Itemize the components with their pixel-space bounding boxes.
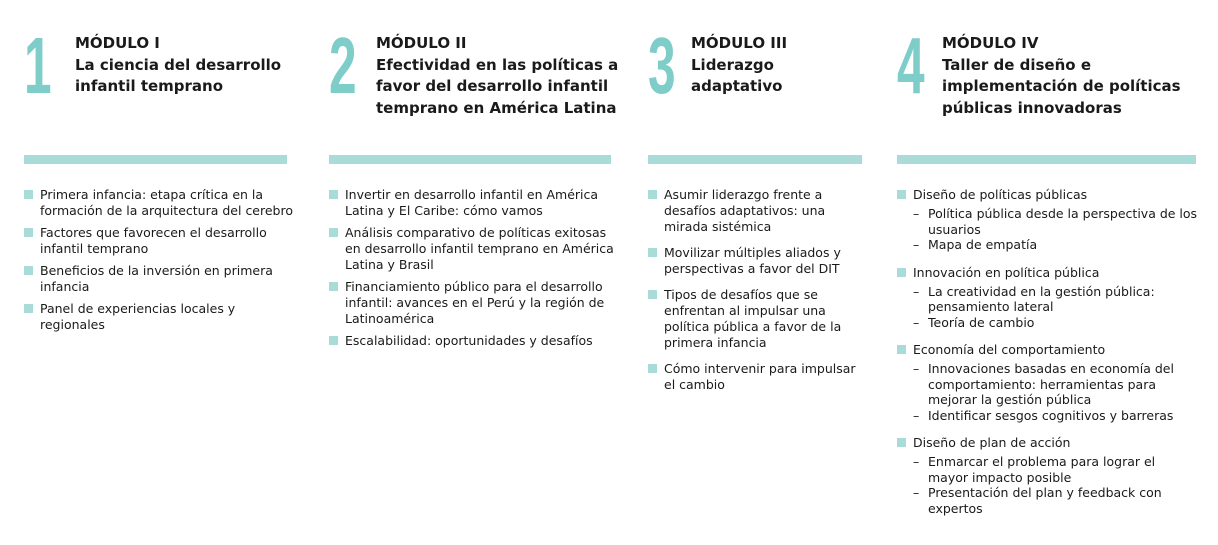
subtopic-list — [913, 454, 1199, 516]
topic-list — [24, 187, 294, 333]
subtopic-item: – La creatividad en la gestión pública: pensamiento lateral — [913, 284, 1199, 315]
topic-group — [897, 187, 1199, 253]
module-title: La ciencia del desarrollo infantil temprano — [75, 55, 282, 95]
module-header — [75, 33, 305, 98]
module-number: 3 — [648, 21, 676, 110]
module-title: Taller de diseño e implementación de políticas públicas innovadoras — [942, 55, 1181, 117]
module-number: 4 — [897, 21, 925, 110]
subtopic-item: – Mapa de empatía — [913, 237, 1199, 253]
module-divider — [24, 155, 287, 164]
subtopic-list — [913, 284, 1199, 331]
topic-list — [329, 187, 616, 349]
module-title: Liderazgo adaptativo — [691, 55, 783, 95]
topic-item: Escalabilidad: oportunidades y desafíos — [329, 333, 616, 349]
topic-list — [897, 187, 1199, 516]
topic-item: Panel de experiencias locales y regionales — [24, 301, 294, 333]
subtopic-item: – Teoría de cambio — [913, 315, 1199, 331]
module-title: Efectividad en las políticas a favor del desarrollo infantil temprano en América Latina — [376, 55, 619, 117]
topic-item: Financiamiento público para el desarrollo infantil: avances en el Perú y la región de Latinoamérica — [329, 279, 616, 327]
topic-list — [648, 187, 866, 393]
module-divider — [897, 155, 1196, 164]
subtopic-list — [913, 206, 1199, 253]
topic-item: Invertir en desarrollo infantil en América Latina y El Caribe: cómo vamos — [329, 187, 616, 219]
module-number: 1 — [24, 21, 52, 110]
module-header — [942, 33, 1207, 119]
topic-item: Cómo intervenir para impulsar el cambio — [648, 361, 866, 393]
subtopic-list — [913, 361, 1199, 423]
module-header — [376, 33, 621, 119]
module-label: MÓDULO II — [376, 34, 467, 52]
topic-item: Asumir liderazgo frente a desafíos adaptativos: una mirada sistémica — [648, 187, 866, 235]
topic-item: Análisis comparativo de políticas exitosas en desarrollo infantil temprano en América Latina y Brasil — [329, 225, 616, 273]
topic-heading: Diseño de políticas públicas — [913, 187, 1088, 202]
subtopic-item: – Identificar sesgos cognitivos y barreras — [913, 408, 1199, 424]
topic-item: Factores que favorecen el desarrollo infantil temprano — [24, 225, 294, 257]
module-divider — [648, 155, 862, 164]
topic-group — [897, 265, 1199, 331]
module-number: 2 — [329, 21, 357, 110]
topic-heading: Diseño de plan de acción — [913, 435, 1071, 450]
subtopic-item: – Presentación del plan y feedback con expertos — [913, 485, 1199, 516]
topic-group — [897, 435, 1199, 516]
subtopic-item: – Innovaciones basadas en economía del comportamiento: herramientas para mejorar la gestión pública — [913, 361, 1199, 408]
topic-group — [897, 342, 1199, 423]
module-label: MÓDULO III — [691, 34, 788, 52]
topic-heading: Innovación en política pública — [913, 264, 1100, 280]
module-label: MÓDULO IV — [942, 34, 1039, 52]
topic-item: Movilizar múltiples aliados y perspectivas a favor del DIT — [648, 245, 866, 277]
module-divider — [329, 155, 611, 164]
topic-item: Tipos de desafíos que se enfrentan al impulsar una política pública a favor de la primera infancia — [648, 287, 866, 351]
subtopic-item: – Enmarcar el problema para lograr el mayor impacto posible — [913, 454, 1199, 485]
module-label: MÓDULO I — [75, 34, 160, 52]
subtopic-item: – Política pública desde la perspectiva de los usuarios — [913, 206, 1199, 237]
topic-heading: Economía del comportamiento — [913, 342, 1106, 357]
topic-item: Beneficios de la inversión en primera infancia — [24, 263, 294, 295]
module-header — [691, 33, 801, 98]
topic-item: Primera infancia: etapa crítica en la formación de la arquitectura del cerebro — [24, 187, 294, 219]
